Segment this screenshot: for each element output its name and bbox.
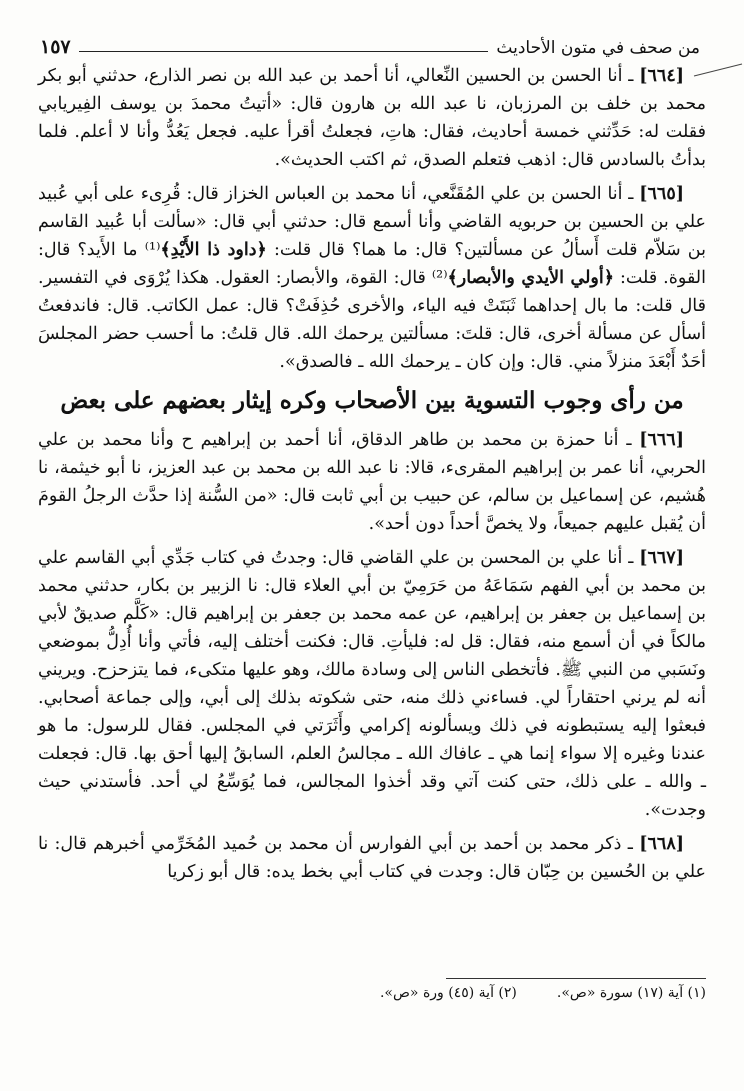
hadith-text: ـ أنا علي بن المحسن بن علي القاضي قال: وجدتُ في كتاب جَدِّي أبي القاسم علي بن محمد بن أبي الفهم سَمَاعَهُ من حَرَمِيّ بن أبي العلاء قال: نا الزبير بن بكار، حدثني محمد بن إسماعيل بن جعفر بن إبراهيم، عن عمه محمد بن جعفر بن إبراهيم قال: «كَلَّم صديقٌ لأبي مالكاً في أن أسمع منه، فقال: قل له: فليأتِ. قال: فكنت أختلف إليه، فأتي وأنا أُدِلُّ بموضعي ونَسَبي من النبي ﷺ. فأتخطى الناس إلى وسادة مالك، وهو عليها متكىء، فما يتزحزح. ويريني أنه لم يرني احتقاراً لي. فساءني ذلك منه، حتى شكوته بذلك إلى أبي، وإلى جماعة أصحابي. فبعثوا إليه يستبطونه في ذلك ويسألونه إكرامي وأَثَرَتي في المجلس. فقال للرسول: ما هو عندنا وغيره إلا سواء إنما هي ـ عافاك الله ـ مجالسُ العلم، السابقُ إليها أحق بها. قال: فجعلت ـ والله ـ على ذلك، حتى كنت آتي وقد أخذوا المجالس، فما يُوَسِّعُ لي أحد. فأستدني حيث وجدت».: [38, 548, 706, 820]
hadith-number: [٦٦٥]: [639, 184, 684, 204]
quran-quote: ﴿داود ذا الأَيْدِ﴾: [160, 240, 267, 260]
hadith-number: [٦٦٦]: [639, 430, 684, 450]
header-rule: [79, 51, 489, 52]
quran-quote: ﴿أولي الأيدي والأبصار﴾: [447, 268, 614, 288]
hadith-665: [38, 180, 706, 376]
hadith-667: [38, 544, 706, 824]
footnotes: [300, 978, 706, 1001]
hadith-number: [٦٦٤]: [639, 66, 684, 86]
footnote-row: [300, 985, 706, 1001]
running-title: من صحف في متون الأحاديث: [496, 38, 700, 58]
hadith-number: [٦٦٧]: [639, 548, 684, 568]
footnote-1: (١) آية (١٧) سورة «ص».: [556, 985, 706, 1001]
footnote-2: (٢) آية (٤٥) ورة «ص».: [379, 985, 517, 1001]
hadith-text: ـ أنا حمزة بن محمد بن طاهر الدقاق، أنا أحمد بن إبراهيم ح وأنا محمد بن علي الحربي، أنا عمر بن إبراهيم المقرىء، قالا: نا عبد الله بن محمد بن عبد العزيز، نا أبو خيثمة، نا هُشيم، عن إسماعيل بن سالم، عن حبيب بن أبي ثابت قال: «من السُّنة إذا حدَّث الرجلُ القومَ أن يُقبل عليهم جميعاً، ولا يخصَّ أحداً دون أحد».: [38, 430, 706, 534]
hadith-668: [38, 830, 706, 886]
footnote-rule: [446, 978, 706, 979]
hadith-664: [38, 62, 706, 174]
hadith-text: ـ أنا الحسن بن الحسين النِّعالي، أنا أحمد بن عبد الله بن نصر الذارع، حدثني أبو بكر محمد بن خلف بن المرزبان، نا عبد الله بن هارون قال: «أتيتُ محمدَ بن يوسف الفِيريابي فقلت له: حَدِّثني خمسة أحاديث، فقال: هاتِ، فجعلتُ أقرأ عليه. فجعل يَعُدُّ وأنا لا أعلم. فلما بدأتُ بالسادس قال: اذهب فتعلم الصدق، ثم اكتب الحديث».: [38, 66, 706, 170]
hadith-text: ـ ذكر محمد بن أحمد بن أبي الفوارس أن محمد بن حُميد المُخَرِّمي أخبرهم قال: نا علي بن الحُسين بن حِبّان قال: وجدت في كتاب أبي بخط يده: قال أبو زكريا: [38, 834, 706, 882]
page-body: [38, 62, 706, 892]
page-header: [40, 30, 700, 58]
hadith-number: [٦٦٨]: [639, 834, 684, 854]
section-heading: من رأى وجوب التسوية بين الأصحاب وكره إيثار بعضهم على بعض: [60, 387, 684, 414]
hadith-text: ⁽²⁾ قال: القوة، والأبصار: العقول. هكذا يُرْوَى في التفسير. قال قلت: ما بال إحداهما ثَبَتَتْ فيه الياء، والأخرى حُذِفَتْ؟ قال: عمل الكاتب. قال: فاندفعتُ أسأل عن مسألة أخرى، قال: قلتَ: مسألتين يرحمك الله. قال قلتُ: ما أحسب حضر المجلسَ أحَدٌ أَبْعَدَ منزلاً مني. قال: وإن كان ـ يرحمك الله ـ فالصدق».: [38, 268, 706, 372]
hadith-666: [38, 426, 706, 538]
page-number: ١٥٧: [40, 36, 71, 58]
hadith-text: ـ أنا الحسن بن علي المُقَنَّعي، أنا محمد بن العباس الخزاز قال: قُرِىء على أبي عُبيد علي بن الحسين بن حربويه القاضي وأنا أسمع قال: حدثني أبي قال: «سألت أبا عُبيد القاسم بن سَلاّم قلت أَسألُ عن مسألتين؟ قال: ما هما؟ قال قلت:: [38, 184, 706, 260]
hadith-text: ⁽¹⁾ ما الأَيد؟ قال: القوة. قلت:: [38, 240, 706, 288]
